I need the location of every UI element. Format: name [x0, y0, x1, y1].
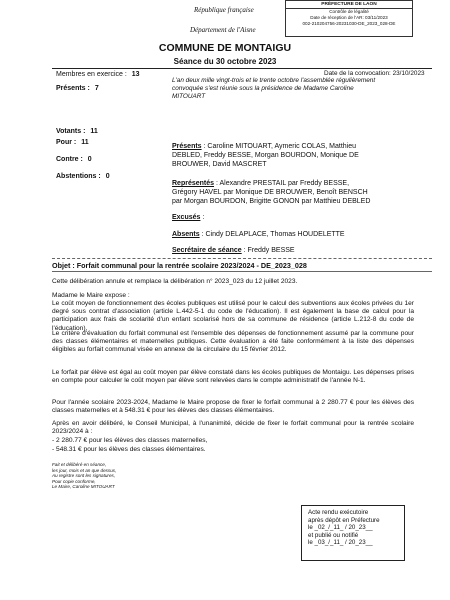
against-value: 0 — [87, 156, 92, 163]
absent-text: : Cindy DELAPLACE, Thomas HOUDELETTE — [199, 231, 345, 238]
abstentions-row — [56, 172, 110, 181]
intro-line: L'an deux mille vingt-trois et le trente octobre l'assemblée régulièrement — [172, 77, 376, 84]
voters-row — [56, 127, 98, 136]
intro-paragraph — [172, 77, 427, 101]
forfait-paragraph: Le forfait par élève est égal au coût moyen par élève constaté dans les écoles publiques de Montaigu. Les dépenses prises en compte pour calculer le coût moyen par élève sont relevées dans le compte administratif de l'année N-1. — [52, 369, 414, 385]
stamp-line1: Contrôle de légalité — [329, 9, 369, 14]
excused-row — [172, 213, 204, 222]
object-rule — [52, 271, 432, 272]
intro-line: convoquée s'est réunie sous la présidence de Madame Caroline — [172, 85, 354, 92]
presents-line: : Caroline MITOUART, Aymeric COLAS, Matthieu — [201, 143, 357, 150]
object-title: Objet : Forfait communal pour la rentrée scolaire 2023/2024 - DE_2023_028 — [52, 261, 307, 270]
abstentions-value: 0 — [105, 173, 110, 180]
secretary-row — [172, 246, 295, 255]
excused-label: Excusés — [172, 214, 201, 221]
abstentions-label: Abstentions : — [56, 173, 101, 180]
voters-label: Votants : — [56, 128, 86, 135]
members-label: Membres en exercice : — [56, 71, 127, 78]
represented-line: par Morgan BOURDON, Brigitte GONON par Matthieu DEBLED — [172, 198, 371, 205]
signature-note — [52, 462, 172, 490]
proposal-paragraph: Pour l'année scolaire 2023-2024, Madame le Maire propose de fixer le forfait communal à 2 280.77 € pour les élèves des classes maternelles et à 548.31 € pour les élèves des classes élémentaires. — [52, 399, 414, 415]
department-label: Département de l'Aisne — [190, 26, 256, 34]
represented-block — [172, 179, 434, 206]
for-row — [56, 138, 89, 147]
present-row — [56, 84, 99, 93]
signature-line: Le Maire, Caroline MITOUART — [52, 484, 115, 490]
stamp-line2: Date de réception de l'AR: 03/11/2023 — [310, 15, 388, 21]
session-title: Séance du 30 octobre 2023 — [173, 57, 277, 66]
members-row — [56, 70, 140, 79]
decision-paragraph: Après en avoir délibéré, le Conseil Municipal, à l'unanimité, décide de fixer le forfait communal pour la rentrée scolaire 2023/2024 à : — [52, 420, 414, 436]
stamp-prefecture: PRÉFECTURE DE LAON — [286, 1, 412, 9]
for-label: Pour : — [56, 139, 77, 146]
signature-line: les jour, mois et an que dessus, — [52, 467, 117, 473]
presents-line: BROUWER, David MASCRET — [172, 161, 267, 168]
prefecture-stamp — [285, 0, 413, 37]
republic-label: République française — [194, 6, 254, 14]
annul-paragraph: Cette délibération annule et remplace la délibération n° 2023_023 du 12 juillet 2023. — [52, 278, 298, 285]
stamp-line3: 002-210204756-20231030-DE_2023_028-DE — [302, 21, 396, 27]
secretary-label: Secrétaire de séance — [172, 247, 242, 254]
presents-line: DEBLED, Freddy BESSE, Morgan BOURDON, Monique DE — [172, 152, 359, 159]
presents-label: Présents — [172, 143, 202, 150]
title-rule — [52, 68, 432, 69]
decision-item-maternelle: - 2 280.77 € pour les élèves des classes maternelles, — [52, 437, 208, 444]
receipt-line: le _03_/_11_ / 20_23__ — [308, 539, 373, 547]
signature-line: Pour copie conforme, — [52, 478, 96, 484]
represented-label: Représentés — [172, 180, 215, 187]
commune-title: COMMUNE DE MONTAIGU — [158, 42, 292, 54]
mayor-expose: Madame le Maire expose : — [52, 292, 130, 299]
excused-text: : — [200, 214, 205, 221]
executory-receipt-box — [301, 505, 405, 561]
cost-paragraph: Le coût moyen de fonctionnement des écoles publiques est utilisé pour le calcul des subventions aux écoles privées du 1er degré sous contrat d'association (article L.442-5-1 du code de l'éducation). Il est également la base de calcul pour la participation aux frais de scolarité d'un enfant scolarisé hors de sa commune de résidence (article L.212-8 du code de l'éducation). — [52, 300, 414, 332]
section-divider — [52, 258, 432, 259]
presents-block — [172, 142, 432, 169]
receipt-line: Acte rendu exécutoire — [308, 509, 369, 516]
absent-row — [172, 230, 345, 239]
intro-line: MITOUART — [172, 93, 206, 100]
voters-value: 11 — [90, 128, 98, 135]
receipt-line: et publié ou notifié — [308, 531, 359, 539]
members-value: 13 — [131, 71, 140, 78]
convocation-date: Date de la convocation: 23/10/2023 — [324, 70, 425, 77]
secretary-text: : Freddy BESSE — [241, 247, 295, 254]
against-row — [56, 155, 92, 164]
represented-line: : Alexandre PRESTAIL par Freddy BESSE, — [214, 180, 350, 187]
present-label: Présents : — [56, 85, 90, 92]
absent-label: Absents — [172, 231, 200, 238]
signature-line: Fait et délibéré en séance, — [52, 462, 107, 467]
receipt-line: après dépôt en Préfecture — [308, 516, 380, 524]
criterion-paragraph: Le critère d'évaluation du forfait communal est l'ensemble des dépenses de fonctionnement assumé par la commune pour des classes élémentaires et maternelles publiques. Cette évaluation a été faite conformément à la liste des dépenses éligibles au forfait communal visée en annexe de la circulaire du 15 février 2012. — [52, 330, 414, 354]
for-value: 11 — [81, 139, 89, 146]
signature-line: Au registre sont les signatures, — [52, 473, 116, 479]
receipt-line: le _02_/_11_ / 20_23__ — [308, 524, 373, 532]
present-value: 7 — [94, 85, 99, 92]
against-label: Contre : — [56, 156, 83, 163]
decision-item-elementaire: - 548.31 € pour les élèves des classes élémentaires. — [52, 446, 206, 453]
represented-line: Grégory HAVEL par Monique DE BROUWER, Benoît BENSCH — [172, 189, 368, 196]
